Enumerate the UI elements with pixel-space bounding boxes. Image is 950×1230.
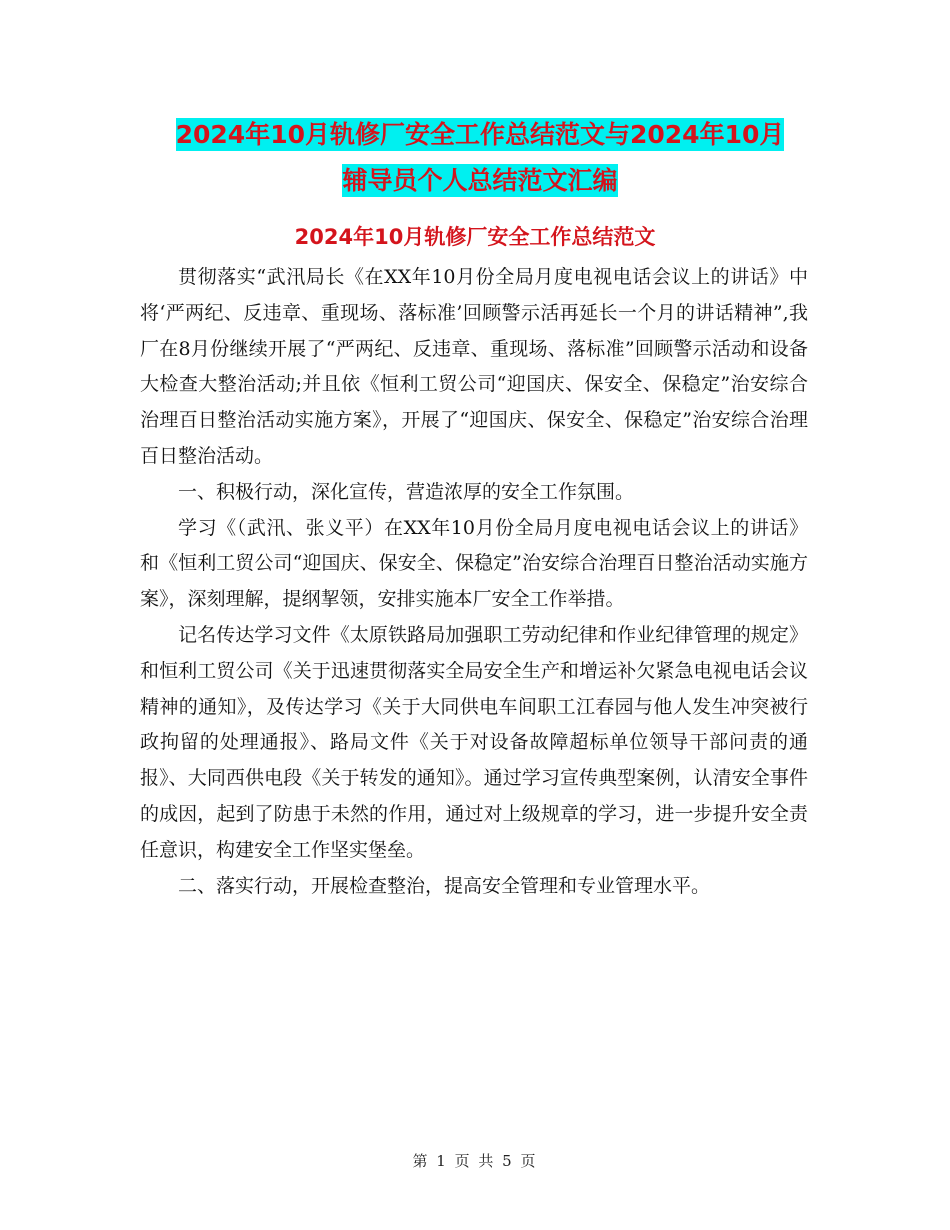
paragraph: 学习《（武汛、张义平）在XX年10月份全局月度电视电话会议上的讲话》和《恒利工贸公司“迎国庆、保安全、保稳定”治安综合治理百日整治活动实施方案》，深刻理解，提纲挈领，安排实施本厂安全工作举措。 <box>140 516 808 611</box>
title-line-2: 辅导员个人总结范文汇编 <box>342 166 618 195</box>
paragraph: 一、积极行动，深化宣传，营造浓厚的安全工作氛围。 <box>178 480 635 503</box>
page-footer: 第 1 页 共 5 页 <box>412 1152 538 1170</box>
title-line-1: 2024年10月轨修厂安全工作总结范文与2024年10月 <box>175 120 785 149</box>
document-body <box>140 260 808 904</box>
paragraph: 贯彻落实“武汛局长《在XX年10月份全局月度电视电话会议上的讲话》中将‘严两纪、反违章、重现场、落标准’回顾警示活再延长一个月的讲话精神”,我厂在8月份继续开展了“严两纪、反违章、重现场、落标准”回顾警示活动和设备大检查大整治活动;并且依《恒利工贸公司“迎国庆、保安全、保稳定”治安综合治理百日整治活动实施方案》，开展了“迎国庆、保安全、保稳定”治安综合治理百日整治活动。 <box>140 266 808 467</box>
paragraph: 二、落实行动，开展检查整治，提高安全管理和专业管理水平。 <box>178 874 711 897</box>
document-title <box>140 112 820 204</box>
paragraph: 记名传达学习文件《太原铁路局加强职工劳动纪律和作业纪律管理的规定》和恒利工贸公司《关于迅速贯彻落实全局安全生产和增运补欠紧急电视电话会议精神的通知》，及传达学习《关于大同供电车间职工江春园与他人发生冲突被行政拘留的处理通报》、路局文件《关于对设备故障超标单位领导干部问责的通报》、大同西供电段《关于转发的通知》。通过学习宣传典型案例，认清安全事件的成因，起到了防患于未然的作用，通过对上级规章的学习，进一步提升安全责任意识，构建安全工作坚实堡垒。 <box>140 623 808 861</box>
section-title: 2024年10月轨修厂安全工作总结范文 <box>294 225 656 249</box>
